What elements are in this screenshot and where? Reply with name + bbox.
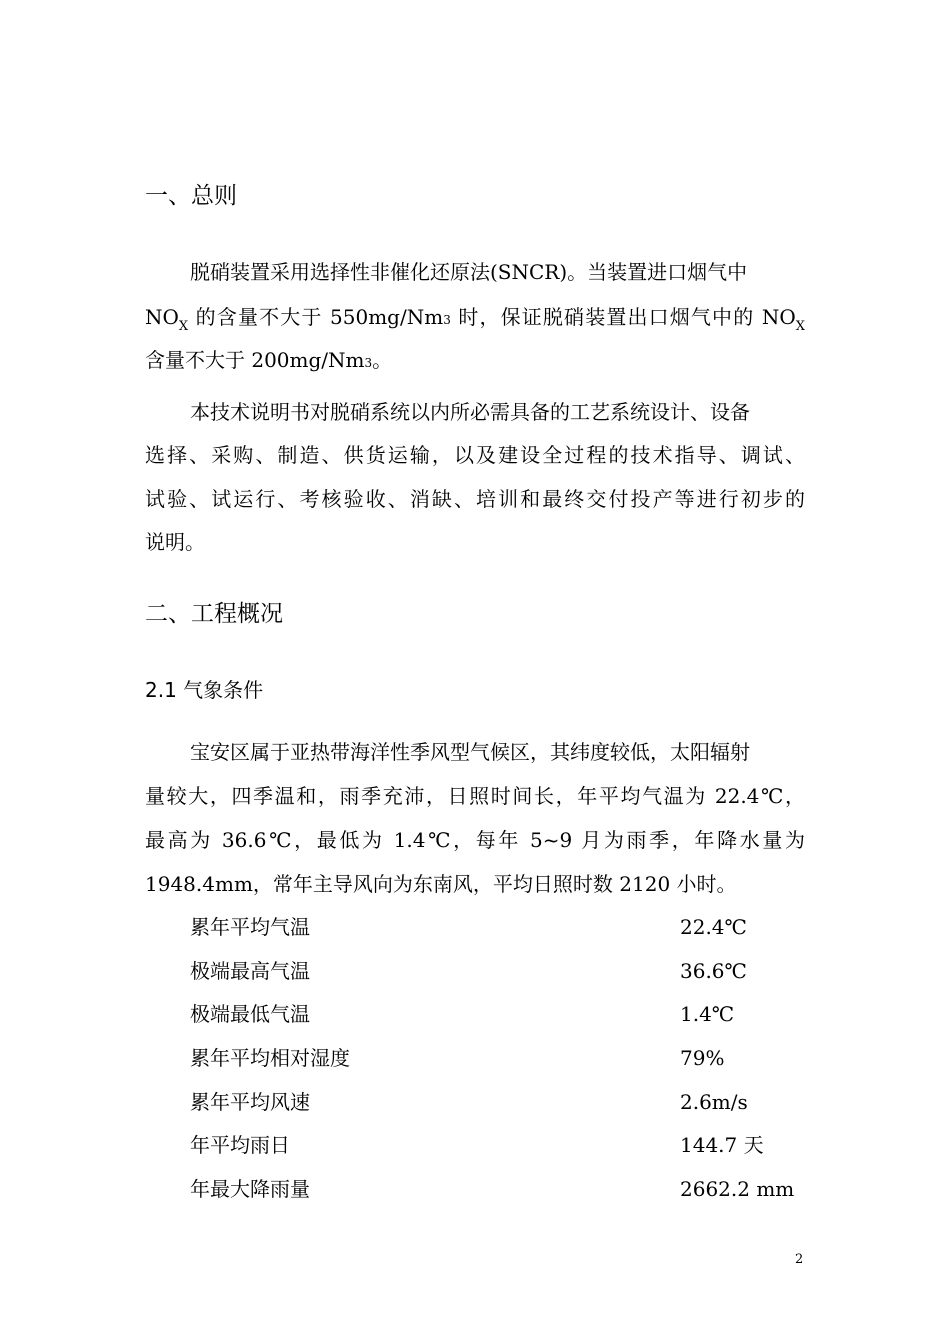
climate-label: 极端最高气温 [190, 959, 310, 983]
climate-value: 36.6℃ [680, 959, 747, 983]
climate-value: 2662.2 mm [680, 1177, 795, 1201]
paragraph-line: 宝安区属于亚热带海洋性季风型气候区，其纬度较低，太阳辐射 [190, 740, 750, 764]
paragraph-line: 最高为 36.6℃，最低为 1.4℃，每年 5~9 月为雨季，年降水量为 [145, 828, 805, 852]
paragraph-line: 量较大，四季温和，雨季充沛，日照时间长，年平均气温为 22.4℃， [145, 784, 805, 808]
paragraph-line [145, 346, 392, 374]
climate-value: 144.7 天 [680, 1133, 764, 1157]
climate-value: 79% [680, 1046, 725, 1070]
subscript: X [178, 319, 189, 334]
climate-value: 2.6m/s [680, 1090, 748, 1114]
climate-label: 累年平均风速 [190, 1090, 310, 1114]
climate-value: 1.4℃ [680, 1002, 735, 1026]
climate-row [190, 1131, 810, 1159]
climate-label: 极端最低气温 [190, 1002, 310, 1026]
climate-row [190, 913, 810, 941]
section-heading-overview: 二、工程概况 [145, 601, 283, 627]
climate-label: 累年平均气温 [190, 915, 310, 939]
text-span: 的含量不大于 550mg/Nm [188, 305, 444, 329]
text-span: 。 [372, 348, 393, 372]
paragraph-line: 脱硝装置采用选择性非催化还原法(SNCR)。当装置进口烟气中 [190, 260, 748, 284]
text-span: NO [145, 305, 179, 329]
climate-row [190, 957, 810, 985]
paragraph-line: 本技术说明书对脱硝系统以内所必需具备的工艺系统设计、设备 [190, 400, 750, 424]
paragraph-line: 选择、采购、制造、供货运输，以及建设全过程的技术指导、调试、 [145, 443, 805, 467]
climate-row [190, 1088, 810, 1116]
climate-row [190, 1044, 810, 1072]
subsection-heading-weather: 2.1 气象条件 [145, 678, 264, 702]
climate-row [190, 1175, 810, 1203]
text-span: 时，保证脱硝装置出口烟气中的 NO [450, 305, 796, 329]
text-span: 含量不大于 200mg/Nm [145, 348, 365, 372]
superscript: 3 [443, 313, 451, 327]
climate-label: 年平均雨日 [190, 1133, 290, 1157]
climate-label: 年最大降雨量 [190, 1177, 310, 1201]
superscript: 3 [364, 356, 373, 370]
page-number: 2 [795, 1252, 804, 1267]
climate-value: 22.4℃ [680, 915, 747, 939]
paragraph-line: 说明。 [145, 530, 205, 554]
section-heading-general: 一、总则 [145, 183, 237, 209]
climate-row [190, 1000, 810, 1028]
subscript: X [795, 319, 805, 334]
paragraph-line: 1948.4mm，常年主导风向为东南风，平均日照时数 2120 小时。 [145, 872, 737, 896]
paragraph-line [145, 303, 805, 334]
paragraph-line: 试验、试运行、考核验收、消缺、培训和最终交付投产等进行初步的 [145, 487, 805, 511]
climate-label: 累年平均相对湿度 [190, 1046, 350, 1070]
